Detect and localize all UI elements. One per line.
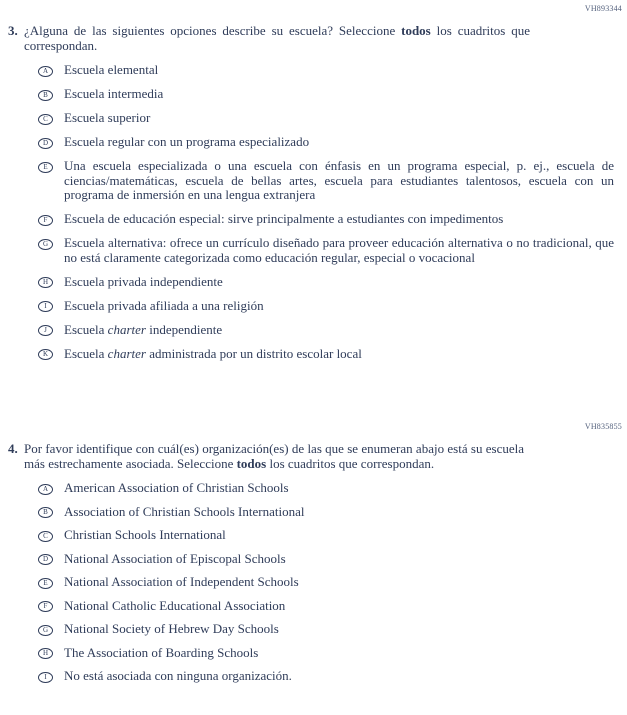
text-segment: Una escuela especializada o una escuela con énfasis en un programa especial, p. ej., escuela de ciencias/matemáticas, escuela de bellas artes, escuela para estudiantes talentosos, escuela con un programa de inmersión en una lengua extranjera [64, 158, 614, 202]
question-3-head [8, 24, 620, 53]
answer-bubble-b[interactable]: B [38, 90, 53, 101]
option-row [38, 135, 620, 150]
option-label [64, 347, 362, 362]
option-row [38, 505, 620, 520]
question-4-options [38, 481, 620, 684]
answer-bubble-g[interactable]: G [38, 625, 53, 636]
option-label [64, 299, 264, 314]
text-segment: charter [107, 321, 146, 337]
text-segment: todos [236, 455, 267, 471]
option-label [64, 236, 614, 265]
question-4-text [24, 442, 524, 471]
text-segment: Escuela elemental [64, 62, 159, 77]
option-row [38, 212, 620, 227]
option-row [38, 323, 620, 338]
text-segment: Christian Schools International [64, 527, 226, 542]
question-4-head [8, 442, 620, 471]
option-label [64, 212, 503, 227]
option-label [64, 159, 614, 203]
answer-bubble-h[interactable]: H [38, 648, 53, 659]
text-segment: Escuela [64, 345, 108, 361]
option-row [38, 599, 620, 614]
text-segment: Escuela de educación especial: sirve principalmente a estudiantes con impedimentos [64, 211, 504, 226]
text-segment: National Society of Hebrew Day Schools [64, 621, 279, 636]
option-row [38, 299, 620, 314]
question-3 [8, 24, 620, 371]
answer-bubble-i[interactable]: I [38, 672, 53, 683]
option-label [64, 323, 222, 338]
text-segment: Escuela regular con un programa especializado [64, 134, 310, 149]
option-label [64, 111, 150, 126]
answer-bubble-d[interactable]: D [38, 554, 53, 565]
option-label [64, 63, 158, 78]
answer-bubble-g[interactable]: G [38, 239, 53, 250]
text-segment: National Catholic Educational Association [64, 597, 286, 613]
text-segment: National Association of Episcopal Schools [64, 550, 286, 566]
text-segment: todos [401, 23, 431, 38]
option-row [38, 159, 620, 203]
answer-bubble-k[interactable]: K [38, 349, 53, 360]
text-segment: No está asociada con ninguna organización. [64, 668, 292, 683]
item-code-q4: VH835855 [584, 422, 622, 431]
option-label [64, 599, 285, 614]
option-label [64, 135, 309, 150]
text-segment: independiente [145, 321, 223, 337]
option-label [64, 481, 289, 496]
answer-bubble-a[interactable]: A [38, 484, 53, 495]
option-row [38, 575, 620, 590]
option-label [64, 528, 226, 543]
answer-bubble-j[interactable]: J [38, 325, 53, 336]
option-label [64, 275, 223, 290]
text-segment: los cuadritos que correspondan. [24, 23, 530, 53]
option-row [38, 481, 620, 496]
answer-bubble-h[interactable]: H [38, 277, 53, 288]
option-row [38, 236, 620, 265]
text-segment: Escuela privada independiente [64, 273, 223, 289]
text-segment: American Association of Christian Schools [64, 480, 289, 495]
answer-bubble-f[interactable]: F [38, 215, 53, 226]
text-segment: The Association of Boarding Schools [64, 644, 259, 660]
question-3-text [24, 24, 530, 53]
option-label [64, 552, 286, 567]
option-row [38, 87, 620, 102]
option-row [38, 552, 620, 567]
option-row [38, 275, 620, 290]
text-segment: los cuadritos que correspondan. [266, 455, 435, 471]
option-label [64, 505, 304, 520]
option-label [64, 669, 292, 684]
text-segment: ¿Alguna de las siguientes opciones describe su escuela? Seleccione [24, 23, 402, 38]
answer-bubble-e[interactable]: E [38, 162, 53, 173]
option-row [38, 347, 620, 362]
question-3-options [38, 63, 620, 361]
question-4-number: 4. [8, 441, 18, 456]
answer-bubble-d[interactable]: D [38, 138, 53, 149]
text-segment: Escuela alternativa: ofrece un currículo diseñado para proveer educación alternativa o no tradicional, que no está claramente categorizada como educación regular, especial o vocacional [64, 235, 614, 265]
text-segment: Escuela privada afiliada a una religión [64, 297, 264, 313]
text-segment: Association of Christian Schools International [64, 503, 305, 519]
text-segment: Por favor identifique con cuál(es) organización(es) de las que se enumeran abajo está su escuela más estrechamente asociada. Seleccione [24, 441, 524, 471]
text-segment: National Association of Independent Schools [64, 574, 299, 589]
option-row [38, 646, 620, 661]
answer-bubble-a[interactable]: A [38, 66, 53, 77]
text-segment: charter [107, 345, 146, 361]
text-segment: Escuela intermedia [64, 86, 164, 101]
item-code-q3: VH893344 [584, 4, 622, 13]
answer-bubble-i[interactable]: I [38, 301, 53, 312]
answer-bubble-b[interactable]: B [38, 507, 53, 518]
answer-bubble-f[interactable]: F [38, 601, 53, 612]
answer-bubble-c[interactable]: C [38, 531, 53, 542]
option-label [64, 646, 258, 661]
question-4 [8, 442, 620, 693]
option-label [64, 622, 279, 637]
answer-bubble-e[interactable]: E [38, 578, 53, 589]
option-row [38, 669, 620, 684]
answer-bubble-c[interactable]: C [38, 114, 53, 125]
option-label [64, 87, 163, 102]
option-row [38, 63, 620, 78]
option-row [38, 622, 620, 637]
text-segment: Escuela [64, 321, 108, 337]
option-label [64, 575, 299, 590]
option-row [38, 111, 620, 126]
question-3-number: 3. [8, 23, 18, 38]
option-row [38, 528, 620, 543]
text-segment: Escuela superior [64, 110, 151, 125]
text-segment: administrada por un distrito escolar local [145, 345, 362, 361]
